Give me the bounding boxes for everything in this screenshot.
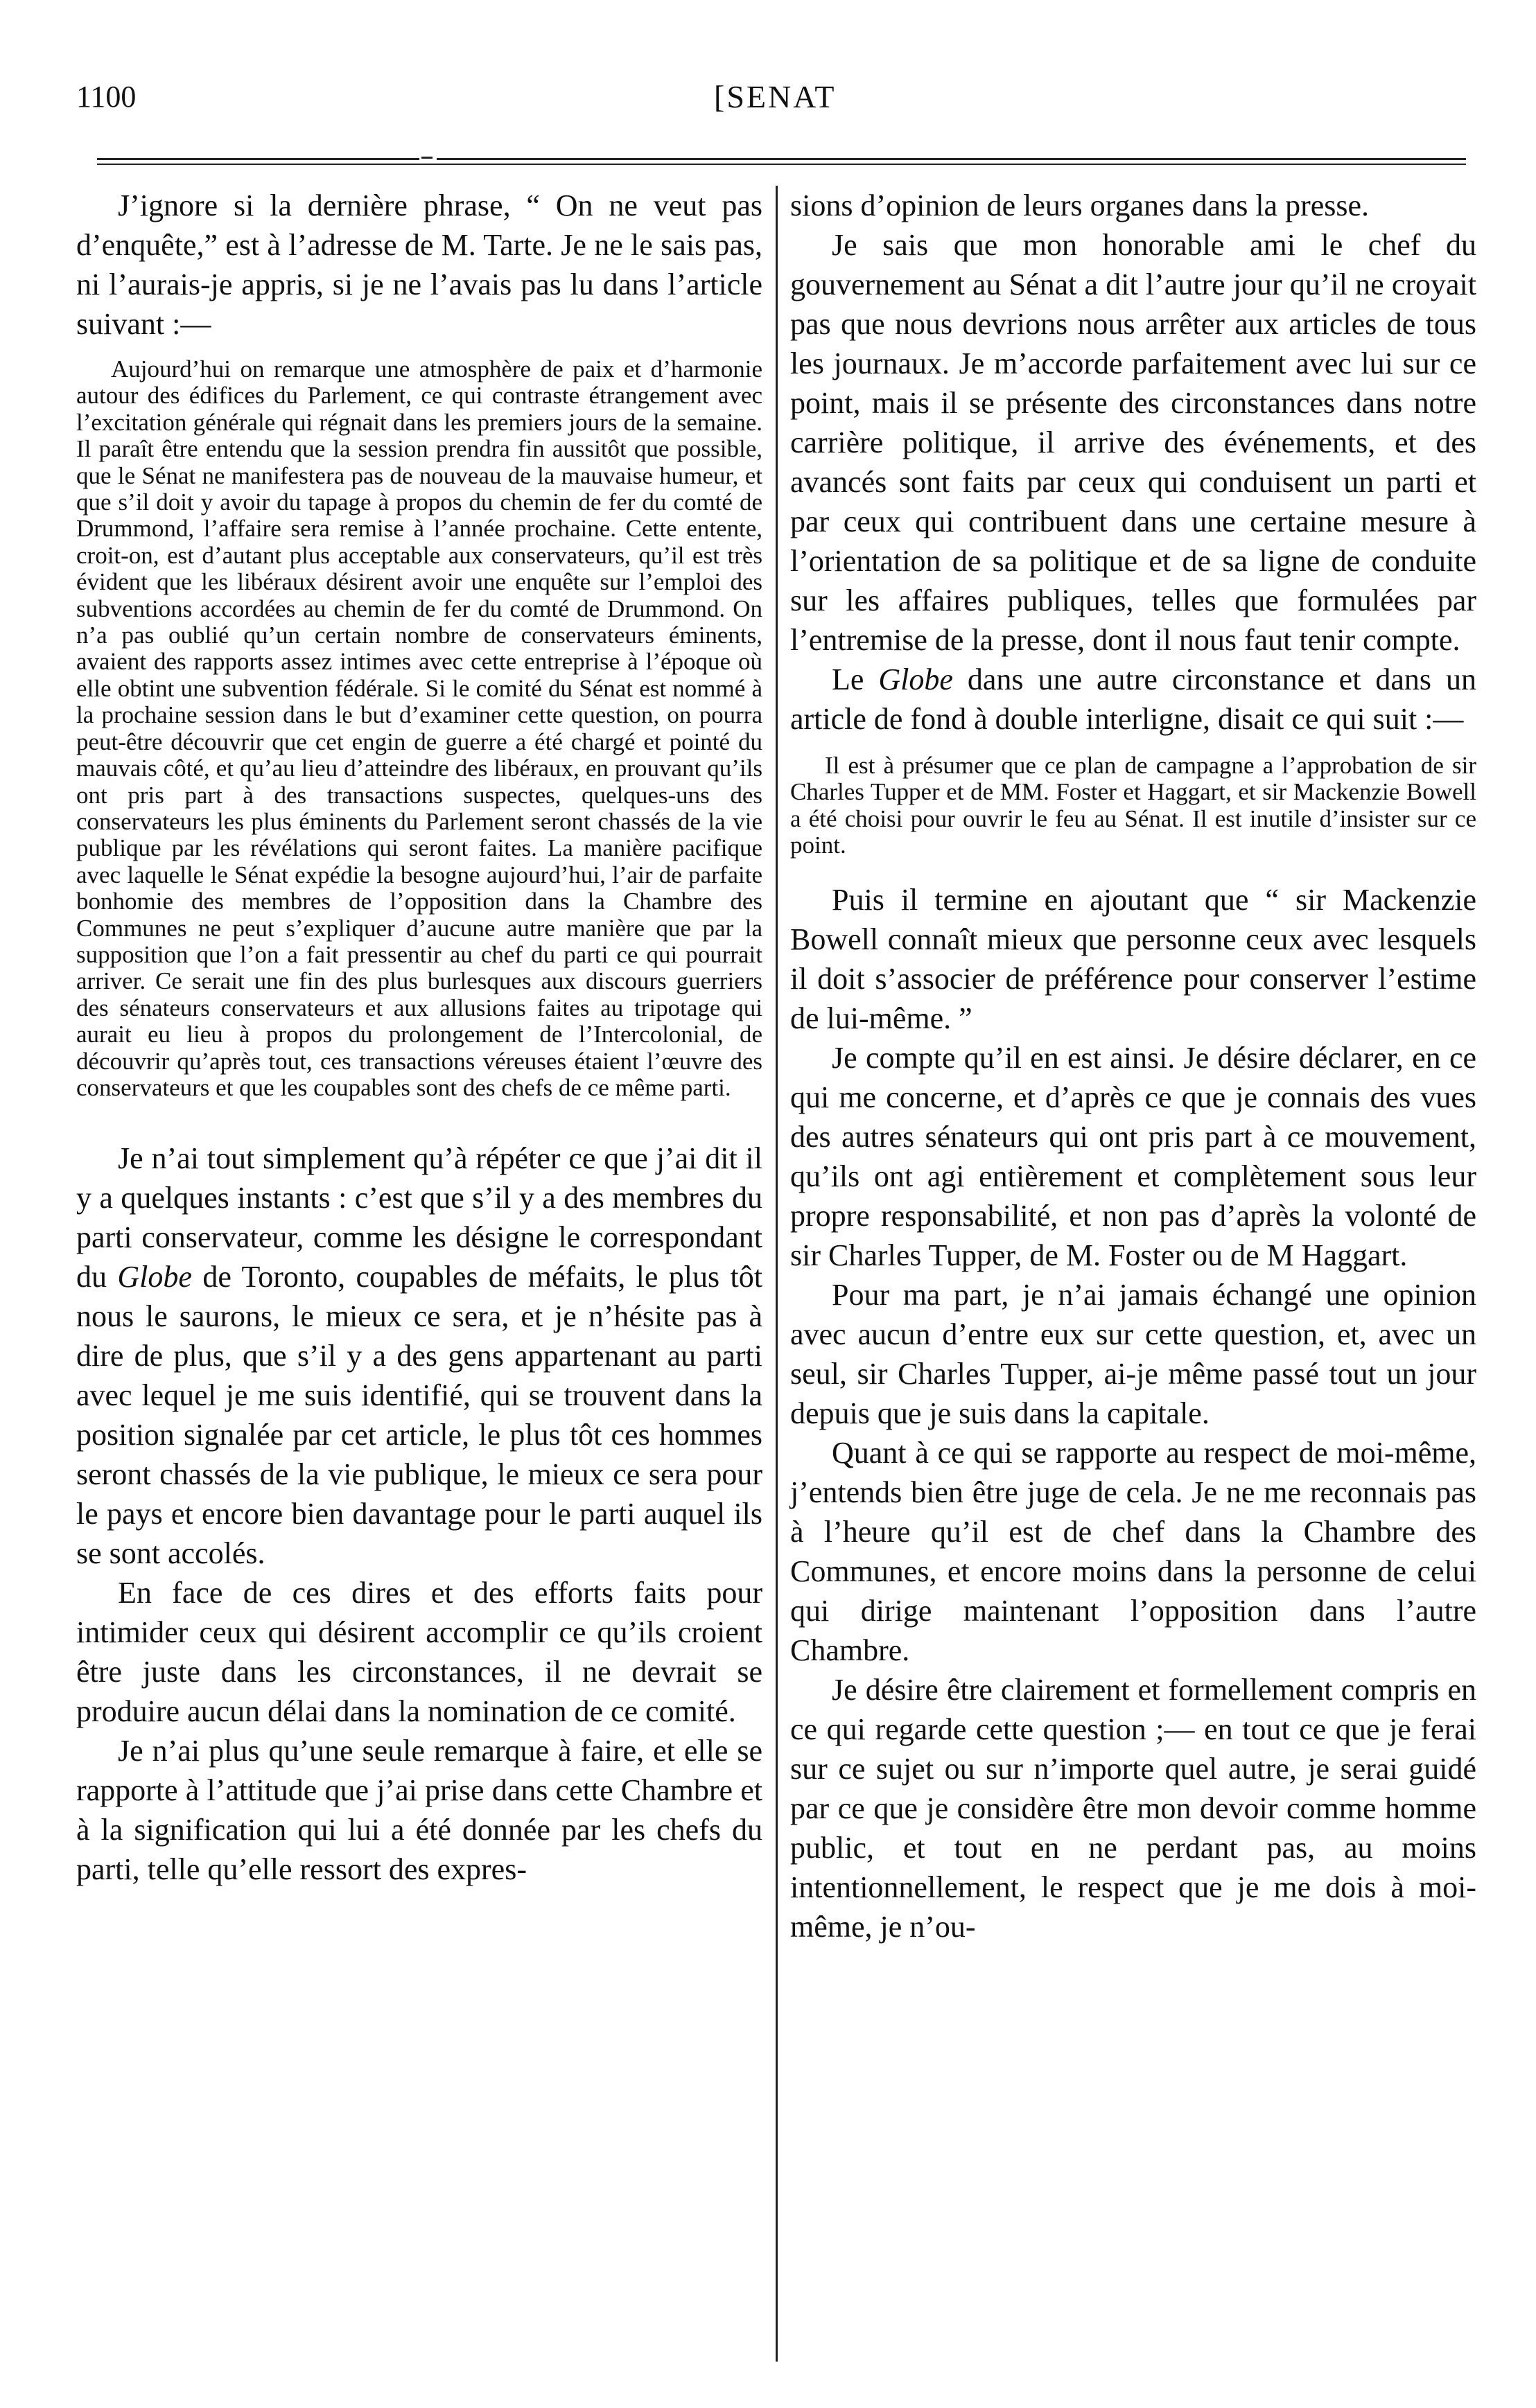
header-rule-under (97, 164, 1466, 165)
header-rule-dash (421, 157, 433, 159)
paragraph: Je compte qu’il en est ainsi. Je désire déclarer, en ce qui me concerne, et d’après ce que je connais des vues des autres sénateurs qui ont pris part à ce mouvement, qu’ils ont agi entièrement et complètement sous leur propre responsabilité, et non pas d’après la volonté de sir Charles Tupper, de M. Foster ou de M Haggart. (790, 1040, 1476, 1272)
paragraph (790, 660, 1476, 739)
paragraph: Je désire être clairement et formellement compris en ce qui regarde cette question ;— en tout ce que je ferai sur ce sujet ou sur n’importe quel autre, je serai guidé par ce que je considère être mon devoir comme homme public, et tout en ne perdant pas, au moins intentionnellement, le respect que je me dois à moi-même, je n’ou- (790, 1672, 1476, 1944)
header-rule-right (437, 158, 1466, 160)
quoted-article: Aujourd’hui on remarque une atmosphère de paix et d’harmonie autour des édifices du Parlement, ce qui contraste étrangement avec l’excitation générale qui régnait dans les premiers jours de la semaine. Il paraît être entendu que la session prendra fin aussitôt que possible, que le Sénat ne manifestera pas de nouveau de la mauvaise humeur, et que s’il doit y avoir du tapage à propos du chemin de fer du comté de Drummond, l’affaire sera remise à l’année prochaine. Cette entente, croit-on, est d’autant plus acceptable aux conservateurs, qu’il est très évident que les libéraux désirent avoir une enquête sur l’emploi des subventions accordées au chemin de fer du comté de Drummond. On n’a pas oublié qu’un certain nombre de conservateurs éminents, avaient des rapports assez intimes avec cette entreprise à l’époque où elle obtint une subvention fédérale. Si le comité du Sénat est nommé à la prochaine session dans le but d’examiner cette question, on pourra peut-être découvrir que cet engin de guerre a été chargé et pointé du mauvais côté, et qu’au lieu d’atteindre des libéraux, en prouvant qu’ils ont pris part à des transactions suspectes, quelques-uns des conservateurs les plus éminents du Parlement seront chassés de la vie publique par les révélations qui seront faites. La manière pacifique avec laquelle le Sénat expédie la besogne aujourd’hui, l’air de parfaite bonhomie des membres de l’opposition dans la Chambre des Communes ne peut s’expliquer d’aucune autre manière que par la supposition que l’on a fait pressentir au chef du parti ce qui pourrait arriver. Ce serait une fin des plus burlesques aux discours guerriers des sénateurs conservateurs et aux allusions faites au tripotage qui aurait eu lieu à propos du prolongement de l’Intercolonial, de découvrir qu’après tout, ces transactions véreuses étaient l’œuvre des conservateurs et que les coupables sont des chefs de ce même parti. (76, 355, 762, 1101)
paragraph: Pour ma part, je n’ai jamais échangé une opinion avec aucun d’entre eux sur cette question, et, avec un seul, sir Charles Tupper, ai-je même passé tout un jour depuis que je suis dans la capitale. (790, 1277, 1476, 1430)
paragraph-text: dans une autre circonstance et dans un article de fond à double interligne, disait ce qui suit :— (790, 662, 1476, 736)
page-header (0, 0, 1536, 180)
paragraph: Je n’ai plus qu’une seule remarque à faire, et elle se rapporte à l’attitude que j’ai prise dans cette Chambre et à la signification qui lui a été donnée par les chefs du parti, telle qu’elle ressort des expres- (76, 1734, 762, 1887)
paragraph: En face de ces dires et des efforts faits pour intimider ceux qui désirent accomplir ce qu’ils croient être juste dans les circonstances, il ne devrait se produire aucun délai dans la nomination de ce comité. (76, 1576, 762, 1729)
running-head: [SENAT (714, 79, 837, 114)
quoted-article: Il est à présumer que ce plan de campagne a l’approbation de sir Charles Tupper et de MM. Foster et Haggart, et sir Mackenzie Bowell a été choisi pour ouvrir le feu au Sénat. Il est inutile d’insister sur ce point. (790, 752, 1476, 859)
left-column (76, 186, 762, 1889)
paragraph-text: Je n’ai tout simplement qu’à répéter ce que j’ai dit il y a quelques instants : c’est que s’il y a des membres du parti conservateur, comme les désigne le correspondant du (76, 1141, 762, 1294)
paragraph: Puis il termine en ajoutant que “ sir Mackenzie Bowell connaît mieux que personne ceux avec lesquels il doit s’associer de préférence pour conserver l’estime de lui-même. ” (790, 882, 1476, 1035)
paragraph-text: Le (832, 662, 879, 696)
page-number: 1100 (76, 80, 137, 114)
paragraph: J’ignore si la dernière phrase, “ On ne veut pas d’enquête,” est à l’adresse de M. Tarte. Je ne le sais pas, ni l’aurais-je appris, si je ne l’avais pas lu dans l’article suivant :— (76, 188, 762, 341)
right-column (790, 186, 1476, 1946)
header-rule-left (97, 158, 419, 160)
column-divider (776, 186, 778, 2362)
paragraph (76, 1139, 762, 1573)
paragraph: Quant à ce qui se rapporte au respect de moi-même, j’entends bien être juge de cela. Je ne me reconnais pas à l’heure qu’il est de chef dans la Chambre des Communes, et encore moins dans la personne de celui qui dirige maintenant l’opposition dans l’autre Chambre. (790, 1435, 1476, 1667)
paragraph: Je sais que mon honorable ami le chef du gouvernement au Sénat a dit l’autre jour qu’il ne croyait pas que nous devrions nous arrêter aux articles de tous les journaux. Je m’accorde parfaitement avec lui sur ce point, mais il se présente des circonstances dans notre carrière politique, il arrive des événements, et des avancés sont faits par ceux qui conduisent un parti et par ceux qui contribuent dans une certaine mesure à l’orientation de sa politique et de sa ligne de conduite sur les affaires publiques, telles que formulées par l’entremise de la presse, dont il nous faut tenir compte. (790, 228, 1476, 657)
paragraph-text: de Toronto, coupables de méfaits, le plus tôt nous le saurons, le mieux ce sera, et je n’hésite pas à dire de plus, que s’il y a des gens appartenant au parti avec lequel je me suis identifié, qui se trouvent dans la position signalée par cet article, le plus tôt ces hommes seront chassés de la vie publique, le mieux ce sera pour le pays et encore bien davantage pour le parti auquel ils se sont accolés. (76, 1260, 762, 1571)
newspaper-name: Globe (878, 662, 953, 696)
newspaper-name: Globe (117, 1260, 192, 1294)
paragraph: sions d’opinion de leurs organes dans la presse. (790, 188, 1370, 222)
